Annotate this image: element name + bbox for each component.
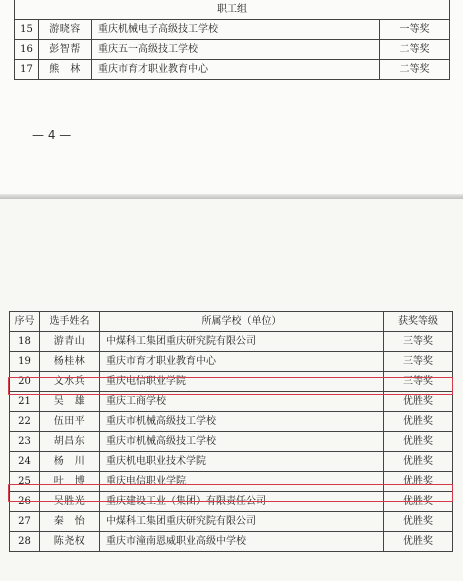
cell-no: 18 — [10, 332, 40, 352]
cell-school: 重庆工商学校 — [100, 392, 384, 412]
cell-no: 27 — [10, 512, 40, 532]
table-row — [10, 532, 453, 552]
header-school: 所属学校（单位） — [100, 312, 384, 332]
header-name: 选手姓名 — [40, 312, 100, 332]
cell-award: 三等奖 — [384, 352, 453, 372]
page-number: — 4 — — [32, 128, 72, 142]
cell-no: 24 — [10, 452, 40, 472]
cell-name: 陈尧权 — [40, 532, 100, 552]
cell-award: 二等奖 — [380, 60, 450, 80]
cell-award: 优胜奖 — [384, 472, 453, 492]
table-row — [10, 492, 453, 512]
cell-no: 23 — [10, 432, 40, 452]
cell-name: 杨桂林 — [40, 352, 100, 372]
table-row — [10, 392, 453, 412]
cell-school: 中煤科工集团重庆研究院有限公司 — [100, 332, 384, 352]
cell-no: 28 — [10, 532, 40, 552]
award-table-bottom — [9, 311, 453, 552]
cell-school: 重庆建设工业（集团）有限责任公司 — [100, 492, 384, 512]
cell-school: 重庆市潼南恩威职业高级中学校 — [100, 532, 384, 552]
table-row — [10, 512, 453, 532]
header-award: 获奖等级 — [384, 312, 453, 332]
table-row — [10, 372, 453, 392]
cell-name: 游青山 — [40, 332, 100, 352]
table-row — [15, 20, 450, 40]
cell-award: 二等奖 — [380, 40, 450, 60]
table-row — [10, 352, 453, 372]
group-label: 职工组 — [15, 0, 450, 20]
cell-school: 重庆机械电子高级技工学校 — [92, 20, 380, 40]
group-header-row — [15, 0, 450, 20]
cell-name: 秦 怡 — [40, 512, 100, 532]
cell-award: 优胜奖 — [384, 492, 453, 512]
cell-award: 优胜奖 — [384, 392, 453, 412]
cell-award: 优胜奖 — [384, 532, 453, 552]
table-header-row — [10, 312, 453, 332]
cell-name: 杨 川 — [40, 452, 100, 472]
cell-no: 17 — [15, 60, 39, 80]
table-row — [10, 432, 453, 452]
cell-award: 优胜奖 — [384, 452, 453, 472]
award-table-top — [14, 0, 450, 80]
cell-no: 19 — [10, 352, 40, 372]
cell-award: 一等奖 — [380, 20, 450, 40]
cell-no: 15 — [15, 20, 39, 40]
table-row — [15, 60, 450, 80]
header-no: 序号 — [10, 312, 40, 332]
table-row — [10, 452, 453, 472]
cell-school: 重庆市育才职业教育中心 — [92, 60, 380, 80]
cell-name: 叶 博 — [40, 472, 100, 492]
cell-school: 重庆机电职业技术学院 — [100, 452, 384, 472]
document-page-top — [0, 0, 463, 196]
table-row — [10, 412, 453, 432]
cell-name: 胡昌东 — [40, 432, 100, 452]
cell-award: 优胜奖 — [384, 512, 453, 532]
cell-no: 22 — [10, 412, 40, 432]
cell-school: 重庆市机械高级技工学校 — [100, 432, 384, 452]
cell-name: 彭智帮 — [39, 40, 92, 60]
cell-school: 重庆电信职业学院 — [100, 372, 384, 392]
table-row — [15, 40, 450, 60]
cell-name: 伍田平 — [40, 412, 100, 432]
table-body — [10, 332, 453, 552]
document-page-bottom — [0, 199, 463, 581]
cell-award: 优胜奖 — [384, 412, 453, 432]
cell-no: 26 — [10, 492, 40, 512]
cell-name: 文水兵 — [40, 372, 100, 392]
cell-no: 16 — [15, 40, 39, 60]
cell-school: 重庆市机械高级技工学校 — [100, 412, 384, 432]
table-row — [10, 332, 453, 352]
cell-school: 重庆电信职业学院 — [100, 472, 384, 492]
cell-no: 21 — [10, 392, 40, 412]
cell-school: 重庆五一高级技工学校 — [92, 40, 380, 60]
cell-no: 20 — [10, 372, 40, 392]
cell-name: 熊 林 — [39, 60, 92, 80]
cell-award: 三等奖 — [384, 332, 453, 352]
cell-name: 吴胜光 — [40, 492, 100, 512]
cell-no: 25 — [10, 472, 40, 492]
cell-award: 三等奖 — [384, 372, 453, 392]
cell-school: 中煤科工集团重庆研究院有限公司 — [100, 512, 384, 532]
cell-name: 吴 雄 — [40, 392, 100, 412]
cell-name: 游晓容 — [39, 20, 92, 40]
table-row — [10, 472, 453, 492]
cell-award: 优胜奖 — [384, 432, 453, 452]
cell-school: 重庆市育才职业教育中心 — [100, 352, 384, 372]
